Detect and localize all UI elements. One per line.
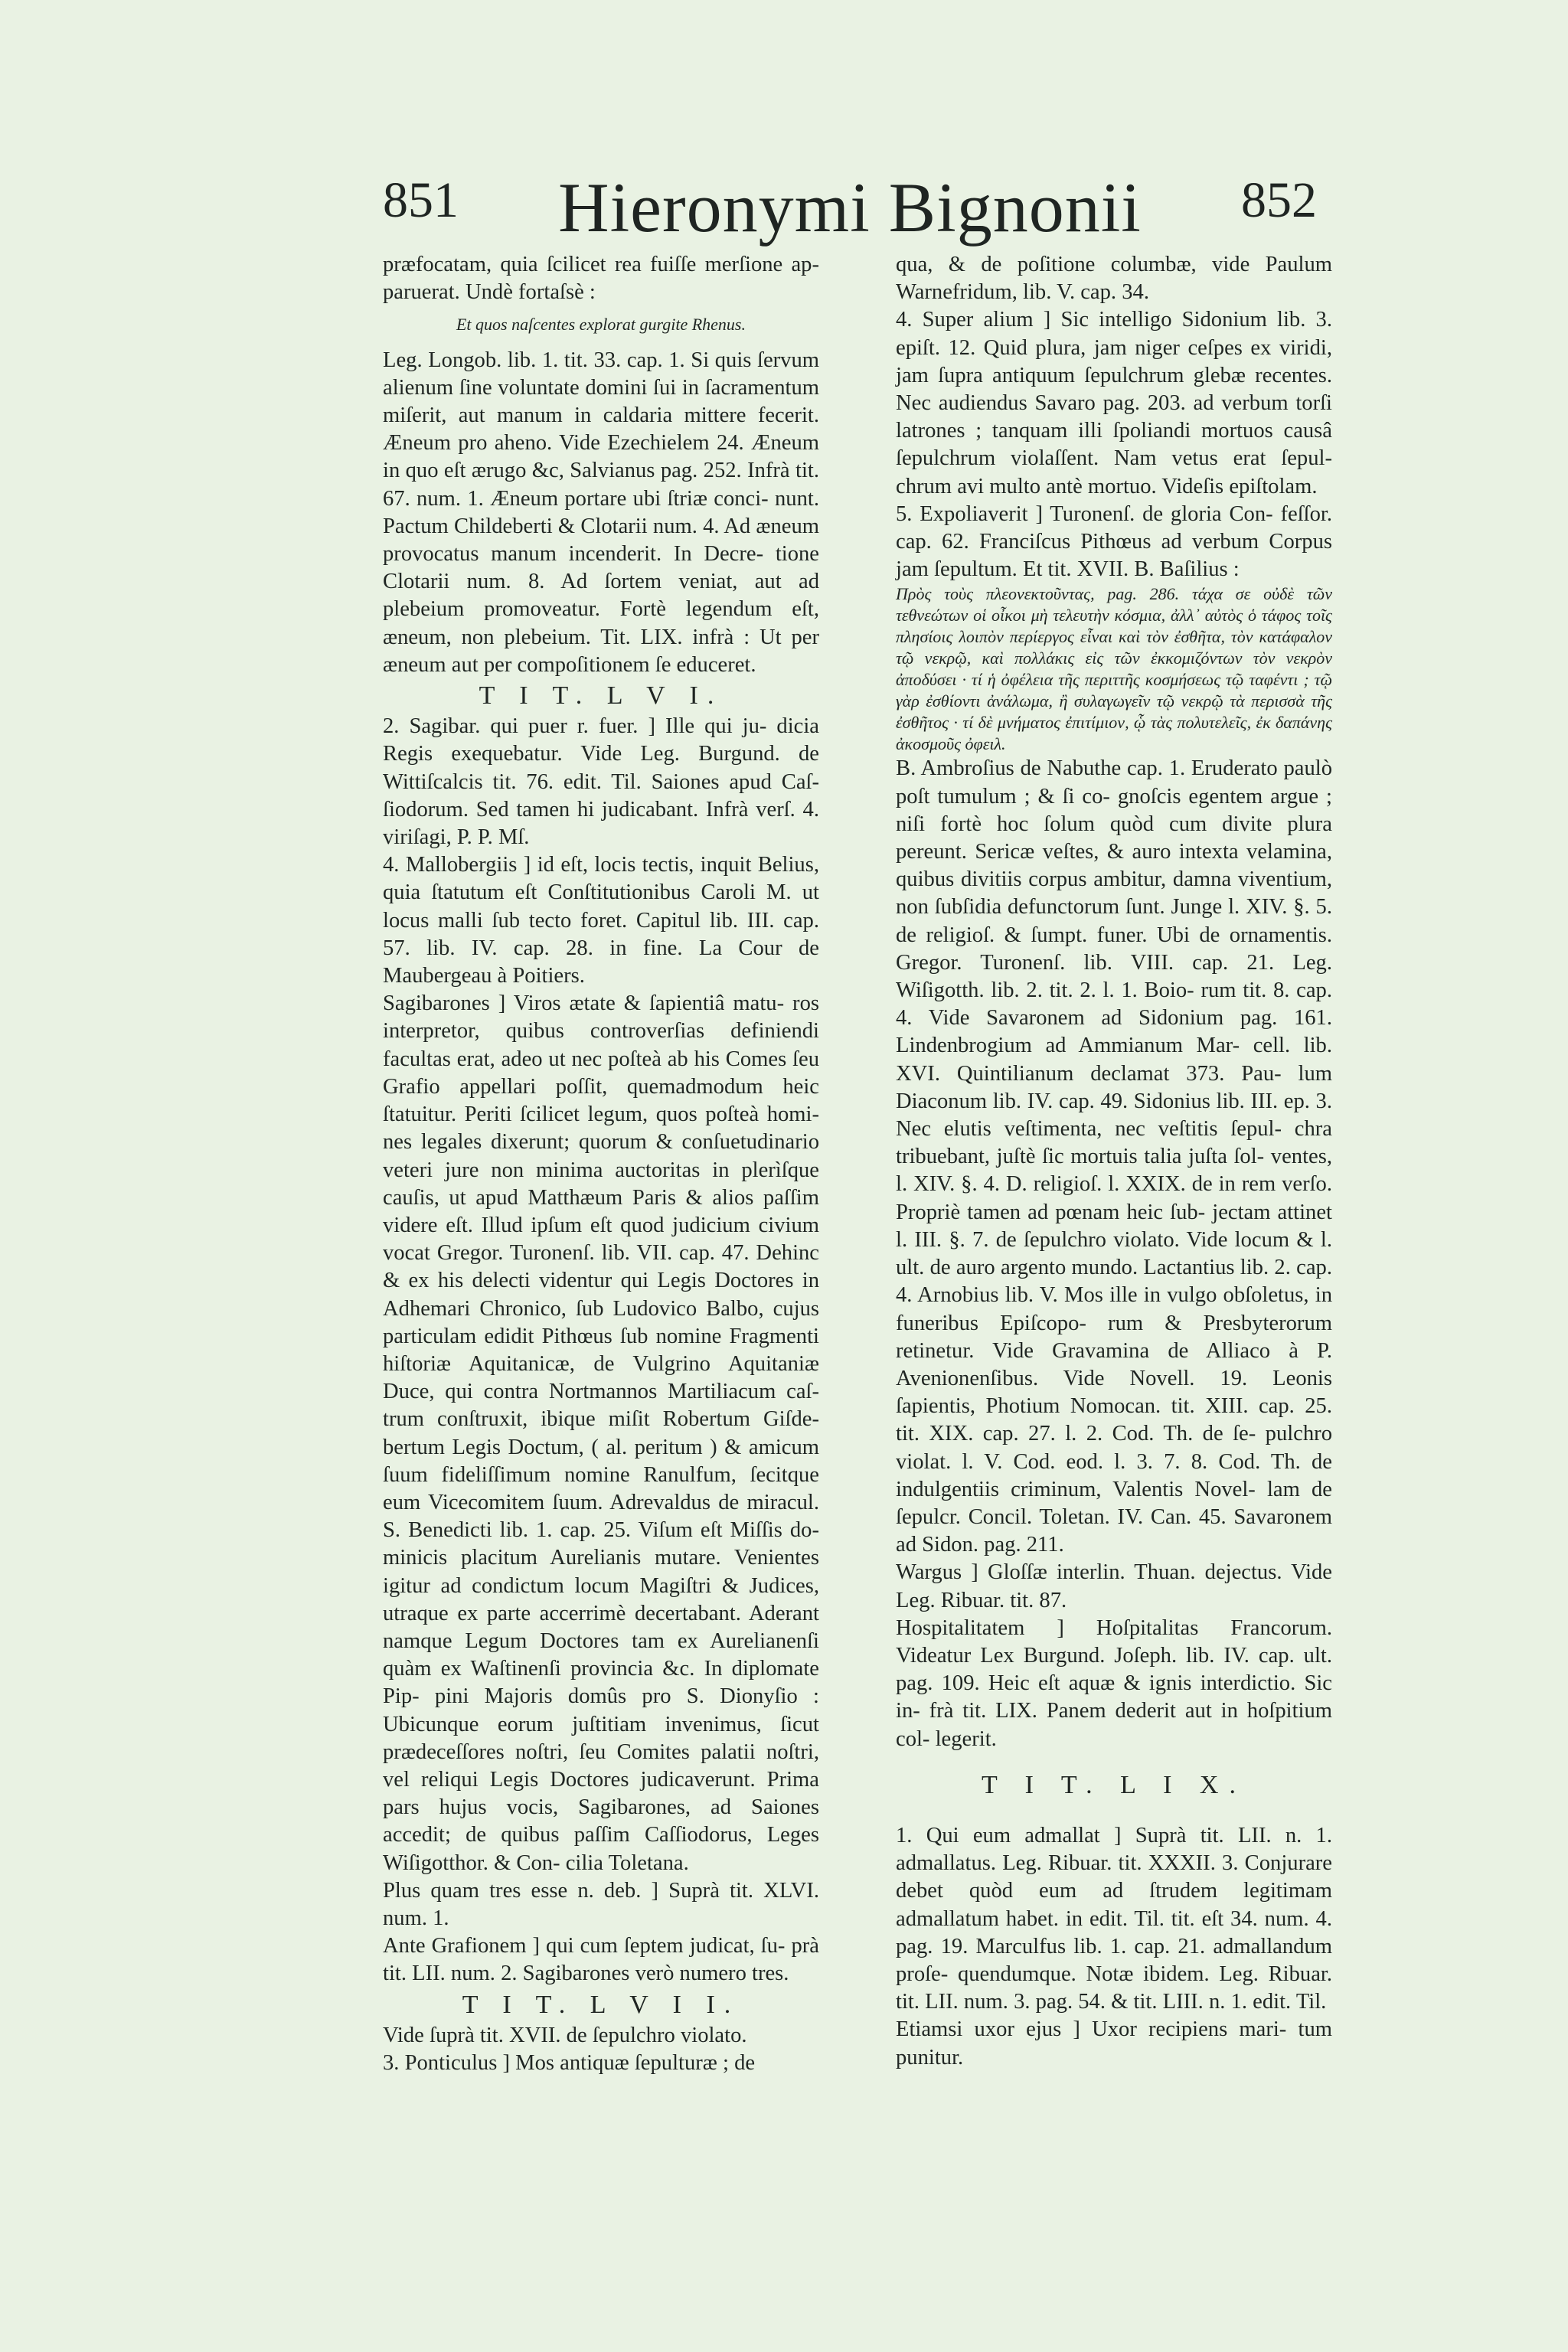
paragraph: Sagibarones ] Viros ætate & ſapientiâ matu- ros interpretor, quibus controverſias definiendi facultas erat, adeo ut nec poſteà ab his Comes ſeu Grafio appellari poſſit, quemadmodum heic ſtatuitur. Periti ſcilicet legum, quos poſteà homi- nes legales dixerunt; quorum & conſuetudinario veteri jure non minima auctoritas in plerìſque cauſis, ut apud Matthæum Paris & alios paſſim videre eſt. Illud ipſum eſt quod judicium civium vocat Gregor. Turonenſ. lib. VII. cap. 47. Dehinc & ex his delecti videntur qui Legis Doctores in Adhemari Chronico, ſub Ludovico Balbo, cujus particulam edidit Pithœus ſub nomine Fragmenti hiſtoriæ Aquitanicæ, de Vulgrino Aquitaniæ Duce, qui contra Nortmannos Martiliacum caſ- trum conſtruxit, ibique miſit Robertum Giſde- bertum Legis Doctum, ( al. peritum ) & amicum ſuum fideliſſimum nomine Ranulfum, ſecitque eum Vicecomitem ſuum. Adrevaldus de miracul. S. Benedicti lib. 1. cap. 25. Viſum eſt Miſſis do- minicis placitum Aurelianis mutare. Venientes igitur ad condictum locum Magiſtri & Judices, utraque ex parte accerrimè decertabant. Aderant namque Legum Doctores tam ex Aurelianenſi quàm ex Waſtinenſi provincia &c. In diplomate Pip- pini Majoris domûs pro S. Dionyſio : Ubicunque eorum juſtitiam invenimus, ſicut prædeceſſores noſtri, ſeu Comites palatii noſtri, vel reliqui Legis Doctores judicaverunt. Prima pars hujus vocis, Sagibarones, ad Saiones accedit; de quibus paſſim Caſſiodorus, Leges Wiſigotthor. & Con- cilia Toletana. xyxy=(383,991,819,1875)
paragraph: 4. Mallobergiis ] id eſt, locis tectis, inquit Belius, quia ſtatutum eſt Conſtitutionibus Caroli M. ut locus malli ſub tecto foret. Capitul lib. III. cap. 57. lib. IV. cap. 28. in fine. La Cour de Maubergeau à Poitiers. xyxy=(383,853,819,988)
greek-quotation: Πρὸς τοὺς πλεονεκτοῦντας, pag. 286. τάχα σε οὐδὲ τῶν τεθνεώτων οἱ οἶκοι μὴ τελευτὴν κόσμια, ἀλλ᾽ αὐτὸς ὁ τάφος τοῖς πλησίοις λοιπὸν περίεργος εἶναι καὶ τὸν ἐσθῆτα, τὸν κατάφαλον τῷ νεκρῷ, καὶ πολλάκις εἰς τῶν ἐκκομιζόντων τὸν νεκρὸν ἀποδύσει · τί ἡ ὀφέλεια τῆς περιττῆς κοσμήσεως τῷ ταφέντι ; τῷ γὰρ ἐσθίοντι ἀνάλωμα, ἢ συλαγωγεῖν τῷ νεκρῷ τὰ περισσὰ τῆς ἐσθῆτος · τί δὲ μνήματος ἐπιτίμιον, ᾧ τὰς πολυτελεῖς, ἐκ δαπάνης ἀκοσμοῦς ὀφειλ. xyxy=(896,584,1332,754)
running-title: Hieronymi Bignonii xyxy=(558,168,1142,247)
section-heading: T I T. L V I. xyxy=(479,681,724,710)
paragraph: præfocatam, quia ſcilicet rea fuiſſe merſione ap- paruerat. Undè fortaſsè : xyxy=(383,253,819,305)
section-heading: T I T. L I X. xyxy=(982,1770,1246,1799)
verse-quote: Et quos naſcentes explorat gurgite Rhenus. xyxy=(456,315,746,335)
paragraph: 3. Ponticulus ] Mos antiquæ ſepulturæ ; de xyxy=(383,2051,756,2075)
paragraph: 1. Qui eum admallat ] Suprà tit. LII. n. 1. admallatus. Leg. Ribuar. tit. XXXII. 3. Conjurare debet quòd eum ad ſtrudem legitimam admallatum habet. in edit. Til. tit. eſt 34. num. 4. pag. 19. Marculfus lib. 1. cap. 21. admallandum proſe- quendumque. Notæ ibidem. Leg. Ribuar. tit. LII. num. 3. pag. 54. & tit. LIII. n. 1. edit. Til. xyxy=(896,1823,1332,2014)
paragraph: 4. Super alium ] Sic intelligo Sidonium lib. 3. epiſt. 12. Quid plura, jam niger ceſpes ex viridi, jam ſupra antiquum ſepulchrum glebæ recentes. Nec audiendus Savaro pag. 203. ad verbum torſi latrones ; tanquam illi ſpoliandi mortuos causâ ſepulchrum violaſſent. Nam vetus erat ſepul- chrum avi multo antè mortuo. Videſis epiſtolam. xyxy=(896,308,1332,498)
left-column xyxy=(383,251,819,2077)
paragraph: Vide ſuprà tit. XVII. de ſepulchro violato. xyxy=(383,2023,747,2047)
paragraph: qua, & de poſitione columbæ, vide Paulum Warnefridum, lib. V. cap. 34. xyxy=(896,253,1332,305)
paragraph: 2. Sagibar. qui puer r. fuer. ] Ille qui ju- dicia Regis exequebatur. Vide Leg. Burgund. de Wittiſcalcis tit. 76. edit. Til. Saiones apud Caſ- ſiodorum. Sed tamen hi judicabant. Infrà verſ. 4. viriſagi, P. P. Mſ. xyxy=(383,714,819,850)
page-number-left: 851 xyxy=(383,172,459,228)
paragraph: B. Ambroſius de Nabuthe cap. 1. Eruderato paulò poſt tumulum ; & ſi co- gnoſcis egentem argue ; niſi fortè hoc ſolum quòd cum divite plura pereunt. Sericæ veſtes, & auro intexta velamina, quibus divitiis corpus ambitur, damna viventium, non ſubſidia defunctorum ſunt. Junge l. XIV. §. 5. de religioſ. & ſumpt. funer. Ubi de ornamentis. Gregor. Turonenſ. lib. VIII. cap. 21. Leg. Wiſigotth. lib. 2. tit. 2. l. 1. Boio- rum tit. 8. cap. 4. Vide Savaronem ad Sidonium pag. 161. Lindenbrogium ad Ammianum Mar- cell. lib. XVI. Quintilianum declamat 373. Pau- lum Diaconum lib. IV. cap. 49. Sidonius lib. III. ep. 3. Nec elutis veſtimenta, nec veſtitis ſepul- chra tribuebant, juſtè ſic mortuis talia juſta ſol- ventes, l. XIV. §. 4. D. religioſ. l. XXIX. de in rem verſo. Propriè tamen ad pœnam heic ſub- jectam attinet l. III. §. 7. de ſepulchro violato. Vide locum & l. ult. de auro argento mundo. Lactantius lib. 2. cap. 4. Arnobius lib. V. Mos ille in vulgo obſoletus, in funeribus Epiſcopo- rum & Presbyterorum retinetur. Vide Gravamina de Alliaco à P. Avenionenſibus. Vide Novell. 19. Leonis ſapientis, Photium Nomocan. tit. XIII. cap. 25. tit. XIX. cap. 27. l. 2. Cod. Th. de ſe- pulchro violat. l. V. Cod. eod. l. 3. 7. 8. Cod. Th. de indulgentiis criminum, Valentis Novel- lam de ſepulcr. Concil. Toletan. IV. Can. 45. Savaronem ad Sidon. pag. 211. xyxy=(896,756,1332,1557)
paragraph: Etiamsi uxor ejus ] Uxor recipiens mari- tum punitur. xyxy=(896,2017,1332,2069)
paragraph: Ante Grafionem ] qui cum ſeptem judicat, ſu- prà tit. LII. num. 2. Sagibarones verò numero tres. xyxy=(383,1934,819,1986)
paragraph: Wargus ] Gloſſæ interlin. Thuan. dejectus. Vide Leg. Ribuar. tit. 87. xyxy=(896,1560,1332,1612)
right-column xyxy=(896,251,1332,2072)
page-number-right: 852 xyxy=(1241,172,1317,228)
paragraph: Leg. Longob. lib. 1. tit. 33. cap. 1. Si quis ſervum alienum ſine voluntate domini ſui in ſacramentum miſerit, aut manum in caldaria mittere fecerit. Æneum pro aheno. Vide Ezechielem 24. Æneum in quo eſt ærugo &c, Salvianus pag. 252. Infrà tit. 67. num. 1. Æneum portare ubi ſtriæ conci- nunt. Pactum Childeberti & Clotarii num. 4. Ad æneum provocatus manum incenderit. In Decre- tione Clotarii num. 8. Ad ſortem veniat, aut ad plebeium promoveatur. Fortè legendum eſt, æneum, non plebeium. Tit. LIX. infrà : Ut per æneum aut per compoſitionem ſe educeret. xyxy=(383,348,819,677)
paragraph: 5. Expoliaverit ] Turonenſ. de gloria Con- feſſor. cap. 62. Franciſcus Pithœus ad verbum Corpus jam ſepultum. Et tit. XVII. B. Baſilius : xyxy=(896,501,1332,582)
paragraph: Plus quam tres esse n. deb. ] Suprà tit. XLVI. num. 1. xyxy=(383,1878,819,1930)
section-heading: T I T. L V I I. xyxy=(462,1990,740,2019)
paragraph: Hospitalitatem ] Hoſpitalitas Francorum. Videatur Lex Burgund. Joſeph. lib. IV. cap. ult. pag. 109. Heic eſt aquæ & ignis interdictio. Sic in- frà tit. LIX. Panem dederit aut in hoſpitium col- legerit. xyxy=(896,1615,1332,1751)
